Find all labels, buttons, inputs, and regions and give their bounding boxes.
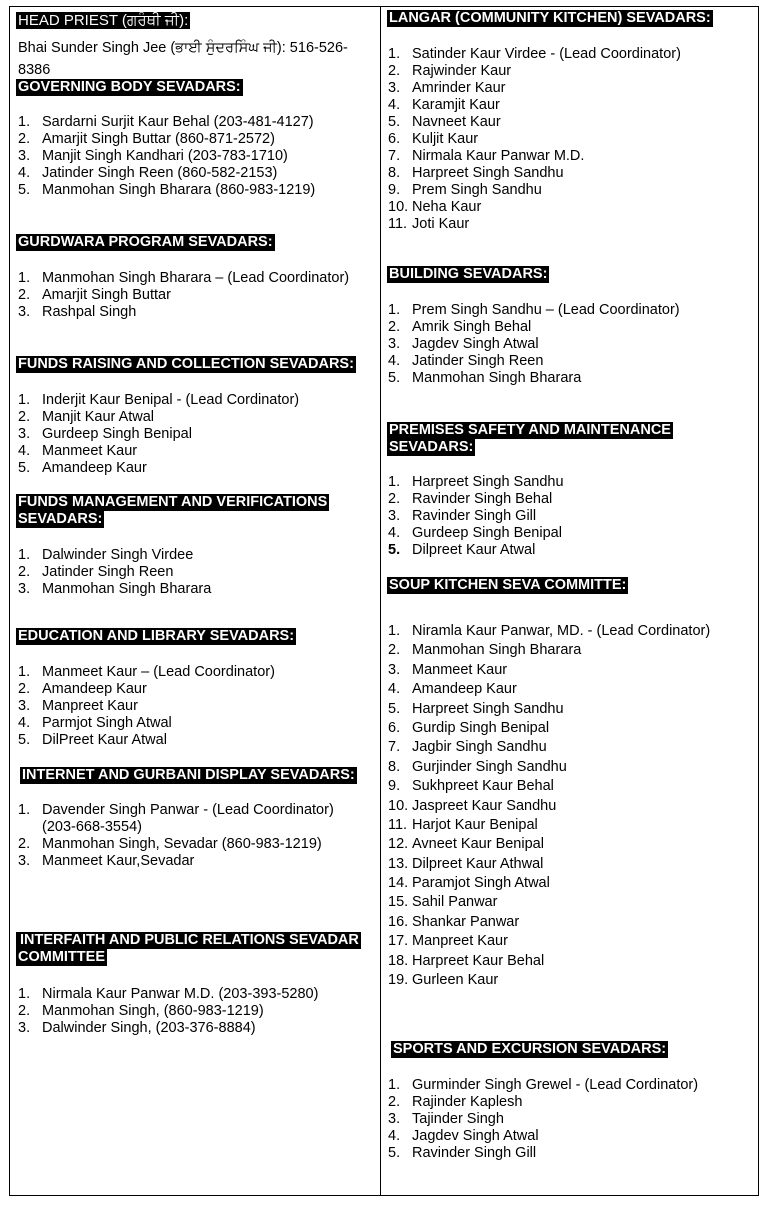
langar-heading: LANGAR (COMMUNITY KITCHEN) SEVADARS: <box>389 10 711 26</box>
list-item: 2. Manmohan Singh Bharara <box>388 642 582 659</box>
list-item: 7. Nirmala Kaur Panwar M.D. <box>388 148 585 164</box>
list-item: 5. DilPreet Kaur Atwal <box>18 732 167 748</box>
sports-heading: SPORTS AND EXCURSION SEVADARS: <box>393 1041 667 1057</box>
list-item: 3. Amrinder Kaur <box>388 80 506 96</box>
soup-kitchen-list <box>388 622 710 990</box>
head-priest-name-line2: 8386 <box>18 62 51 78</box>
column-divider <box>380 6 381 1196</box>
list-item: 3. Gurdeep Singh Benipal <box>18 426 192 442</box>
list-item: 2. Manmohan Singh, Sevadar (860-983-1219) <box>18 836 322 852</box>
premises-list <box>388 474 564 559</box>
list-item: 5. Manmohan Singh Bharara <box>388 370 582 386</box>
funds-raising-heading: FUNDS RAISING AND COLLECTION SEVADARS: <box>18 356 354 372</box>
list-item: 3. Ravinder Singh Gill <box>388 508 537 524</box>
list-item: 8. Harpreet Singh Sandhu <box>388 165 564 181</box>
list-item: 5. Manmohan Singh Bharara (860-983-1219) <box>18 182 316 198</box>
list-item: 8. Gurjinder Singh Sandhu <box>388 758 567 775</box>
list-item: 2. Amarjit Singh Buttar <box>18 287 171 303</box>
list-item: 9. Prem Singh Sandhu <box>388 182 542 198</box>
list-item: 6. Gurdip Singh Benipal <box>388 719 550 736</box>
list-item: 2. Amarjit Singh Buttar (860-871-2572) <box>18 131 275 147</box>
list-item: 6. Kuljit Kaur <box>388 131 479 147</box>
interfaith-heading: INTERFAITH AND PUBLIC RELATIONS SEVADAR COMMITTEE <box>18 932 359 965</box>
langar-list <box>388 46 681 233</box>
list-item: 19. Gurleen Kaur <box>388 972 499 989</box>
list-item: 1. Inderjit Kaur Benipal - (Lead Cordinator) <box>18 392 300 408</box>
list-item: 4. Jatinder Singh Reen <box>388 353 544 369</box>
list-item: 2. Jatinder Singh Reen <box>18 564 174 580</box>
building-heading: BUILDING SEVADARS: <box>389 266 548 282</box>
list-item: 16. Shankar Panwar <box>388 913 520 930</box>
list-item: 4. Manmeet Kaur <box>18 443 138 459</box>
funds-management-list <box>18 547 211 598</box>
list-item: 3. Tajinder Singh <box>388 1111 504 1127</box>
list-item: 5. Ravinder Singh Gill <box>388 1145 537 1161</box>
list-item: 2. Rajwinder Kaur <box>388 63 512 79</box>
head-priest-name-line1: Bhai Sunder Singh Jee (ਭਾਈ ਸੁੰਦਰਸਿੰਘ ਜੀ): 516-526- <box>18 40 348 56</box>
list-item: 2. Amandeep Kaur <box>18 681 147 697</box>
gurdwara-program-list <box>18 270 349 321</box>
list-item: 5. Amandeep Kaur <box>18 460 147 476</box>
list-item: 1. Sardarni Surjit Kaur Behal (203-481-4127) <box>18 114 314 130</box>
list-item: 10. Neha Kaur <box>388 199 482 215</box>
interfaith-list <box>18 986 318 1037</box>
education-list <box>18 664 275 749</box>
list-item: 3. Manpreet Kaur <box>18 698 138 714</box>
list-item: 5. Dilpreet Kaur Atwal <box>388 542 536 558</box>
education-heading: EDUCATION AND LIBRARY SEVADARS: <box>18 628 295 644</box>
list-item: 18. Harpreet Kaur Behal <box>388 952 545 969</box>
building-list <box>388 302 680 387</box>
list-item: 10. Jaspreet Kaur Sandhu <box>388 797 557 814</box>
sports-list <box>388 1077 698 1162</box>
list-item: (203-668-3554) <box>42 819 142 835</box>
premises-heading: PREMISES SAFETY AND MAINTENANCE SEVADARS: <box>389 422 671 455</box>
list-item: 1. Manmohan Singh Bharara – (Lead Coordinator) <box>18 270 350 286</box>
list-item: 1. Niramla Kaur Panwar, MD. - (Lead Cordinator) <box>388 623 711 639</box>
list-item: 1. Prem Singh Sandhu – (Lead Coordinator) <box>388 302 680 318</box>
soup-kitchen-heading: SOUP KITCHEN SEVA COMMITTE: <box>389 577 627 593</box>
list-item: 3. Rashpal Singh <box>18 304 137 320</box>
list-item: 3. Manmeet Kaur,Sevadar <box>18 853 195 869</box>
list-item: 15. Sahil Panwar <box>388 894 498 911</box>
list-item: 1. Harpreet Singh Sandhu <box>388 474 564 490</box>
list-item: 9. Sukhpreet Kaur Behal <box>388 778 554 795</box>
list-item: 1. Nirmala Kaur Panwar M.D. (203-393-5280) <box>18 986 319 1002</box>
list-item: 5. Navneet Kaur <box>388 114 501 130</box>
list-item: 1. Davender Singh Panwar - (Lead Coordinator) <box>18 802 334 818</box>
list-item: 4. Amandeep Kaur <box>388 681 517 698</box>
list-item: 3. Manmeet Kaur <box>388 661 508 678</box>
list-item: 4. Karamjit Kaur <box>388 97 500 113</box>
gurdwara-program-heading: GURDWARA PROGRAM SEVADARS: <box>18 234 273 250</box>
list-item: 11. Joti Kaur <box>388 216 470 232</box>
list-item: 12. Avneet Kaur Benipal <box>388 836 544 853</box>
governing-body-heading: GOVERNING BODY SEVADARS: <box>18 79 241 95</box>
list-item: 13. Dilpreet Kaur Athwal <box>388 855 544 872</box>
list-item: 3. Manjit Singh Kandhari (203-783-1710) <box>18 148 288 164</box>
list-item: 4. Jatinder Singh Reen (860-582-2153) <box>18 165 278 181</box>
list-item: 4. Parmjot Singh Atwal <box>18 715 172 731</box>
internet-heading: INTERNET AND GURBANI DISPLAY SEVADARS: <box>22 767 355 783</box>
list-item: 4. Gurdeep Singh Benipal <box>388 525 562 541</box>
list-item: 1. Satinder Kaur Virdee - (Lead Coordinator) <box>388 46 681 62</box>
list-item: 1. Dalwinder Singh Virdee <box>18 547 194 563</box>
list-item: 3. Dalwinder Singh, (203-376-8884) <box>18 1020 256 1036</box>
list-item: 2. Rajinder Kaplesh <box>388 1094 523 1110</box>
list-item: 2. Ravinder Singh Behal <box>388 491 553 507</box>
list-item: 7. Jagbir Singh Sandhu <box>388 739 547 756</box>
list-item: 3. Jagdev Singh Atwal <box>388 336 539 352</box>
governing-body-list <box>18 114 315 199</box>
funds-management-heading: FUNDS MANAGEMENT AND VERIFICATIONS SEVADARS: <box>18 494 328 527</box>
list-item: 11. Harjot Kaur Benipal <box>388 816 538 833</box>
internet-list <box>18 802 334 870</box>
list-item: 2. Manjit Kaur Atwal <box>18 409 155 425</box>
list-item: 4. Jagdev Singh Atwal <box>388 1128 539 1144</box>
funds-raising-list <box>18 392 299 477</box>
list-item: 3. Manmohan Singh Bharara <box>18 581 212 597</box>
list-item: 14. Paramjot Singh Atwal <box>388 875 550 892</box>
list-item: 1. Gurminder Singh Grewel - (Lead Cordinator) <box>388 1077 699 1093</box>
list-item: 2. Amrik Singh Behal <box>388 319 532 335</box>
list-item: 2. Manmohan Singh, (860-983-1219) <box>18 1003 264 1019</box>
head-priest-heading: HEAD PRIEST (ਗਰੰਥੀ ਜੀ): <box>18 12 189 29</box>
list-item: 5. Harpreet Singh Sandhu <box>388 700 564 717</box>
list-item: 17. Manpreet Kaur <box>388 933 508 950</box>
list-item: 1. Manmeet Kaur – (Lead Coordinator) <box>18 664 275 680</box>
